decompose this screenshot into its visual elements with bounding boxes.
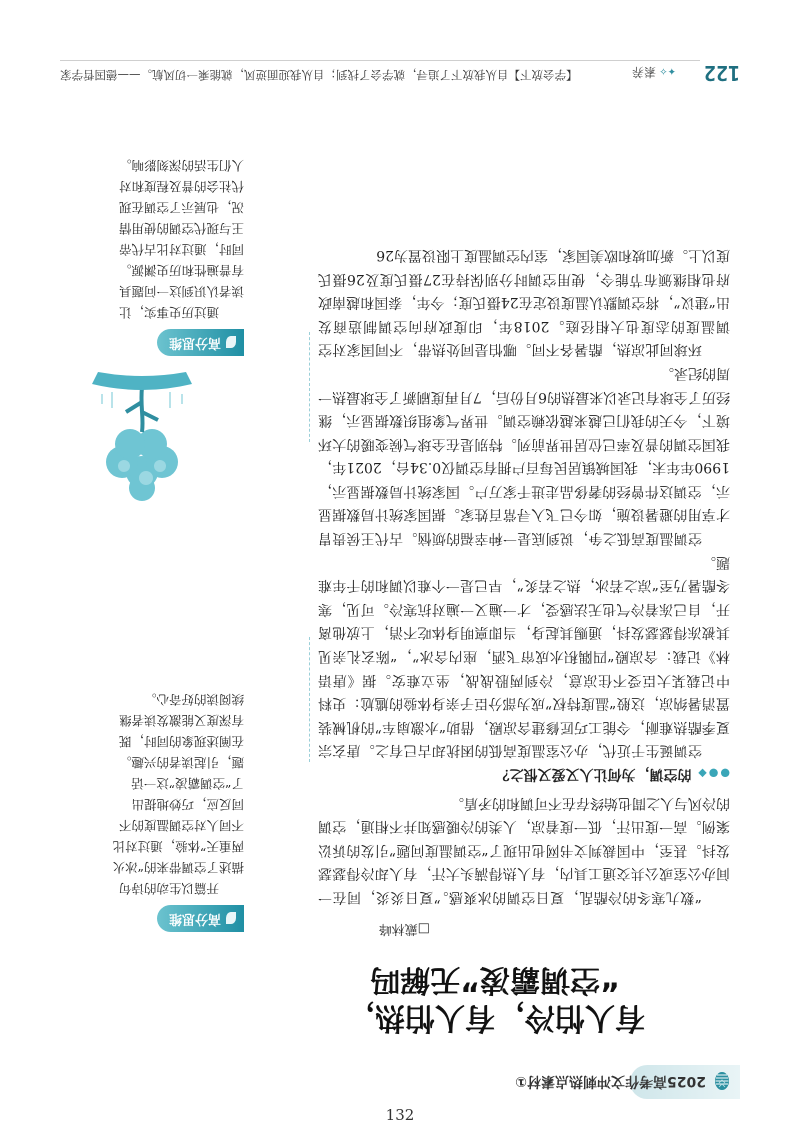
paragraph: 空调诞生于近代，办公室温度高低的困扰却古已有之。唐玄宗夏季酷热难耐，令能工巧匠修建含凉殿，借助“水激扇车”的机械装置消暑纳凉，这般“温度特权”成为部分臣子亲身体验的尴尬：史料中记载某大臣受不住凉意，冷到两股战战，坐立难安。据《唐语林》记载：含凉殿“四隅积水成帘飞洒，座内含冰”，“陈玄礼亲见其被冻得瑟瑟发抖，通赐其起身，当即禀明身体吃不消，上放他离开，自己冻着冷气也无法感受，才一遍又一遍对抗寒冷。可见，寒冬酷暑乃至“凉之若冰，热之若炙”，早已是一个难以调和的千年难题。	[318, 553, 730, 759]
section-heading-text: 的空调，为何让人又爱又恨之？	[495, 766, 692, 783]
footer-divider	[60, 60, 700, 61]
title-line-1: 有人怕冷，有人怕热，	[345, 1000, 645, 1035]
leaf-icon	[226, 913, 236, 925]
page-footer	[60, 47, 740, 87]
article-body	[318, 242, 730, 908]
pine-cone-icon	[712, 1071, 732, 1093]
dot-decoration-icon: ●●◆	[696, 767, 730, 781]
side-note-badge	[157, 905, 244, 932]
paragraph: “数九寒冬的冷酷乱，夏日空调的冰爽感。”夏日炎炎，同在一间办公室或公共交通工具内，有人热得满头大汗，有人却冷得瑟瑟发抖。甚至，中国裁判文书网也出现了“空调温度问题”引发的诉讼案例。高一度出汗，低一度着凉，人类的冷暖感知并不相通，空调的冷风与人之間也始终存在不可调和的矛盾。	[318, 794, 730, 905]
article-title	[330, 960, 660, 1036]
paragraph: 环球同此凉热，酷暑各不同。哪怕是同处热带，不同国家对空调温度的态度也大相径庭。2018年，印度政府向空调制造商发出“建议”，将空调默认温度设定在24摄氏度；今年，泰国和越南政府也相继颁布节能令，使用空调时分别保持在27摄氏度及26摄氏度以上。新加坡和欧美国家，室内空调温度上限设置为26	[318, 246, 730, 358]
book-title: 2025高考作文冲刺热点素材①	[515, 1073, 706, 1089]
paragraph: 空调温度高低之争，说到底是一种幸福的烦恼。古代王侯贵胄才享用的避暑设施，如今已飞入寻常百姓家。据国家统计局数据显示，空调这件曾经的奢侈品走进千家万户。国家统计局数据显示，1990年年末，我国城镇居民每百户拥有空调仅0.34台，2021年，我国空调的普及率已位居世界前列。特别是在全球气候变暖的大环境下，今天的我们已越来越依赖空调。世界气象组织数据显示，继经历了全球有记录以来最热的6月份后，7月再度刷新了全球最热一周的纪录。	[318, 364, 730, 547]
side-note	[112, 155, 244, 356]
side-note-text: 通过历史事实，让读者认识到这一问题具有普遍性和历史渊源。同时，通过对比古代帝王与现代空调的使用情况，也展示了空调在现代社会的普及程度和对人们生活的深刻影响。	[118, 158, 244, 320]
page-header	[60, 1061, 740, 1105]
note-connector	[309, 637, 310, 762]
leaf-icon	[226, 337, 236, 349]
section-label	[632, 64, 676, 81]
scan-page-number: 132	[385, 1106, 415, 1124]
badge-label: 高分思维	[168, 911, 221, 926]
page-number: 122	[703, 61, 740, 85]
side-note-badge	[157, 329, 244, 356]
section-label-text: 素养	[632, 65, 657, 79]
section-heading	[318, 761, 730, 785]
footer-quote: 【学会放下】自从我放下了追寻，就学会了找到；自从我迎面逆风，就能乘一切风航。——德国哲学家	[60, 68, 578, 82]
tree-illustration-icon	[82, 362, 202, 512]
sparkle-icon: ✦✧	[656, 65, 676, 76]
badge-label: 高分思维	[168, 335, 221, 350]
author-byline: □戴林峰	[378, 921, 430, 936]
note-connector	[309, 332, 310, 442]
side-note	[112, 689, 244, 932]
title-line-2: “空调霸凌”无解吗	[370, 962, 620, 997]
side-note-text: 开篇以生动的诗句描述了空调带来的“冰火两重天”体验，通过对比不同人对空调温度的不同反应，巧妙地提出了“空调霸凌”这一话题，引起读者的兴趣。在阐述现象的同时，既有深度又能激发读者继续阅读的好奇心。	[112, 692, 244, 896]
